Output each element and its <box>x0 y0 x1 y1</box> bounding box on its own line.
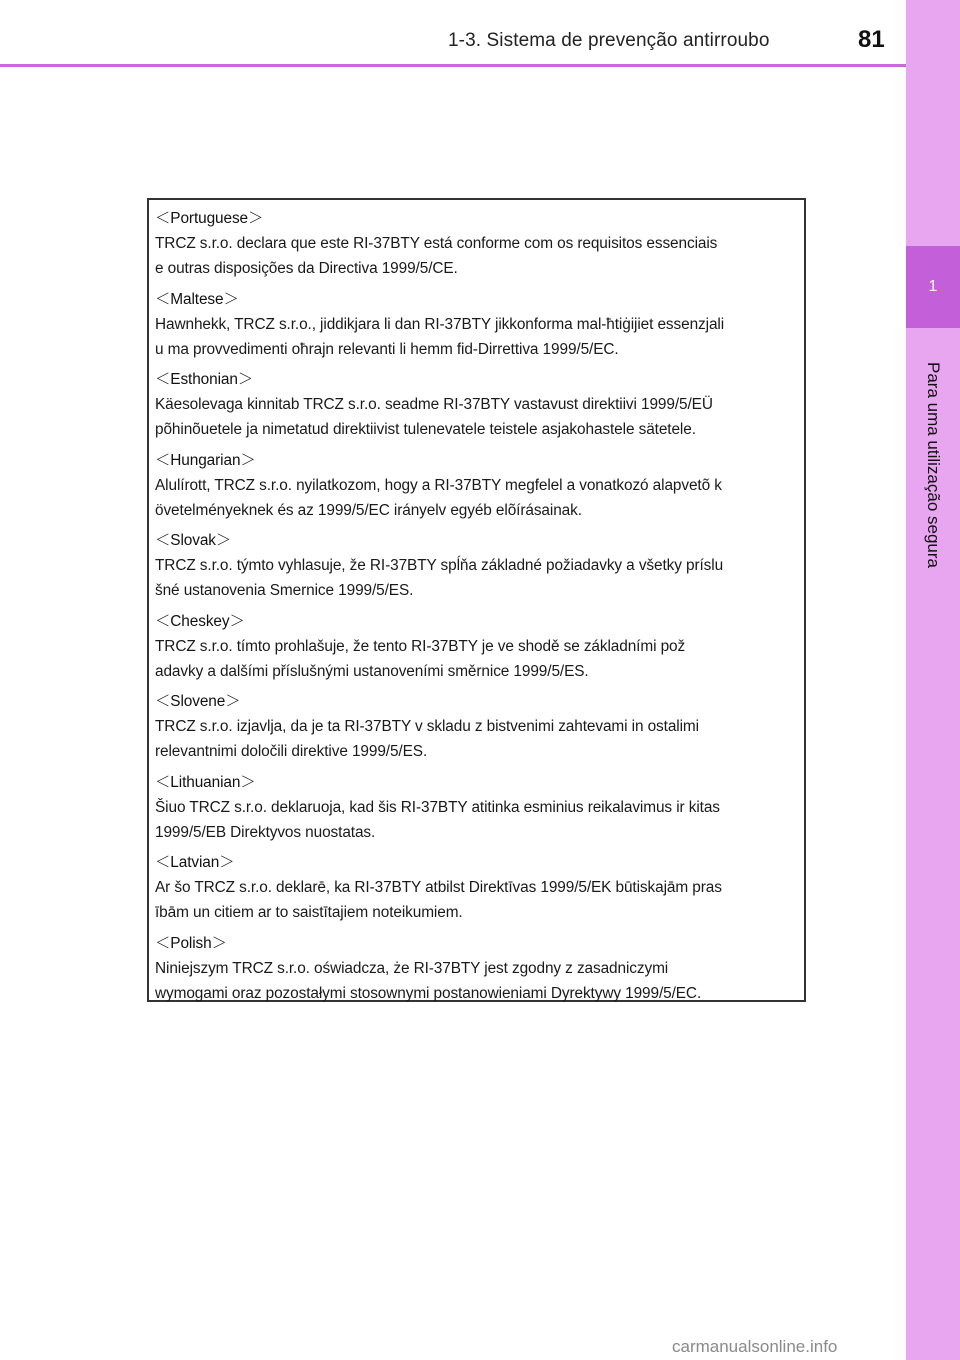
declaration-line: ībām un citiem ar to saistītajiem noteikumiem. <box>155 904 463 921</box>
declaration-polish <box>155 931 800 1012</box>
chapter-number-tab <box>906 246 960 328</box>
declaration-heading: ＜Hungarian＞ <box>155 451 256 469</box>
declaration-line: Niniejszym TRCZ s.r.o. oświadcza, że RI-37BTY jest zgodny z zasadniczymi <box>155 959 669 977</box>
section-title-header: 1-3. Sistema de prevenção antirroubo <box>448 30 770 51</box>
declaration-heading: ＜Slovene＞ <box>155 693 241 710</box>
declaration-line: Šiuo TRCZ s.r.o. deklaruoja, kad šis RI-37BTY atitinka esminius reikalavimus ir kitas <box>155 798 720 816</box>
declaration-line: relevantnimi določili direktive 1999/5/ES. <box>155 743 428 760</box>
declarations-box <box>147 198 806 1002</box>
declaration-line: TRCZ s.r.o. declara que este RI-37BTY está conforme com os requisitos essenciais <box>155 235 718 252</box>
declaration-latvian <box>155 850 800 931</box>
declaration-slovak <box>155 528 800 609</box>
watermark: carmanualsonline.info <box>672 1337 838 1356</box>
declaration-line: Käesolevaga kinnitab TRCZ s.r.o. seadme RI-37BTY vastavust direktiivi 1999/5/EÜ <box>155 396 713 413</box>
declaration-line: põhinõuetele ja nimetatud direktiivist tulenevatele teistele asjakohastele sätetele. <box>155 421 696 438</box>
declaration-line: TRCZ s.r.o. týmto vyhlasuje, že RI-37BTY spĺňa základné požiadavky a všetky príslu <box>155 557 724 574</box>
declaration-line: Hawnhekk, TRCZ s.r.o., jiddikjara li dan RI-37BTY jikkonforma mal-ħtiġijiet essenzjali <box>155 315 725 333</box>
declaration-line: Alulírott, TRCZ s.r.o. nyilatkozom, hogy a RI-37BTY megfelel a vonatkozó alapvetõ k <box>155 476 722 494</box>
declaration-heading: ＜Latvian＞ <box>155 854 235 871</box>
declaration-line: TRCZ s.r.o. izjavlja, da je ta RI-37BTY v skladu z bistvenimi zahtevami in ostalimi <box>155 718 699 735</box>
declaration-lithuanian <box>155 770 800 851</box>
header-divider <box>0 64 906 67</box>
declaration-line: u ma provvedimenti oħrajn relevanti li hemm fid-Dirrettiva 1999/5/EC. <box>155 340 619 358</box>
chapter-number: 1 <box>928 278 938 295</box>
chapter-title-vertical: Para uma utilização segura <box>924 361 943 569</box>
declaration-heading: ＜Esthonian＞ <box>155 371 254 388</box>
declaration-heading: ＜Cheskey＞ <box>155 612 245 630</box>
declaration-heading: ＜Lithuanian＞ <box>155 773 256 791</box>
declaration-line: šné ustanovenia Smernice 1999/5/ES. <box>155 582 414 599</box>
page-number: 81 <box>858 26 885 53</box>
declaration-line: TRCZ s.r.o. tímto prohlašuje, že tento RI-37BTY je ve shodě se základními pož <box>155 637 686 655</box>
declaration-heading: ＜Slovak＞ <box>155 532 232 549</box>
declaration-heading: ＜Portuguese＞ <box>155 210 264 227</box>
declaration-line: 1999/5/EB Direktyvos nuostatas. <box>155 823 376 841</box>
declaration-hungarian <box>155 448 800 529</box>
declaration-line: e outras disposições da Directiva 1999/5/CE. <box>155 260 458 277</box>
declaration-slovene <box>155 689 800 770</box>
declaration-cheskey <box>155 609 800 690</box>
declaration-line: adavky a dalšími příslušnými ustanoveními směrnice 1999/5/ES. <box>155 662 589 680</box>
declaration-heading: ＜Maltese＞ <box>155 290 239 308</box>
declaration-maltese <box>155 287 800 368</box>
side-tab <box>906 0 960 1360</box>
declaration-portuguese <box>155 206 800 287</box>
declaration-line: wymogami oraz pozostałymi stosownymi postanowieniami Dyrektywy 1999/5/EC. <box>155 984 702 1002</box>
declaration-esthonian <box>155 367 800 448</box>
declaration-heading: ＜Polish＞ <box>155 934 227 952</box>
declaration-line: övetelményeknek és az 1999/5/EC irányelv egyéb elõírásainak. <box>155 501 582 519</box>
declaration-line: Ar šo TRCZ s.r.o. deklarē, ka RI-37BTY atbilst Direktīvas 1999/5/EK būtiskajām pras <box>155 879 722 896</box>
